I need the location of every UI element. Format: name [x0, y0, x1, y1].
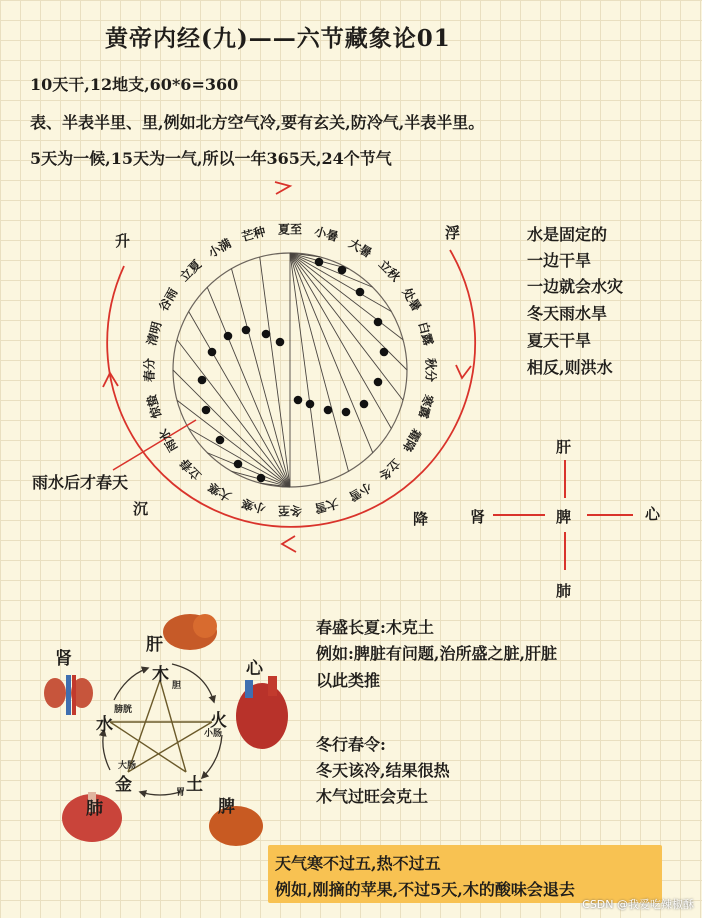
cross-liver: 肝 — [556, 438, 572, 456]
page-title: 黄帝内经(九)——六节藏象论01 — [105, 25, 451, 52]
solar-term-label: 清明 — [144, 320, 165, 348]
note-right-2: 例如:脾脏有问题,治所盛之脏,肝脏 — [316, 644, 558, 663]
solar-term-label: 小满 — [205, 236, 234, 261]
highlight-line-2: 例如,刚摘的苹果,不过5天,木的酸味会退去 — [275, 880, 575, 899]
cross-kidney: 肾 — [470, 508, 486, 526]
solar-term-label: 立秋 — [375, 257, 403, 285]
label-sink: 沉 — [133, 500, 149, 518]
heart-illustration — [236, 683, 288, 749]
fu-gallbladder: 胆 — [172, 681, 182, 691]
element-earth: 土 — [186, 775, 203, 795]
text-line-3: 5天为一候,15天为一气,所以一年365天,24个节气 — [30, 149, 392, 168]
solar-term-label: 冬至 — [277, 503, 303, 518]
water-note-1: 水是固定的 — [527, 225, 608, 244]
solar-term-label: 白露 — [415, 320, 436, 348]
solar-term-label: 大暑 — [346, 236, 375, 261]
solar-term-label: 立夏 — [177, 257, 205, 285]
solar-term-label: 芒种 — [240, 224, 268, 245]
water-note-4: 冬天雨水旱 — [527, 304, 608, 323]
label-rise: 升 — [115, 232, 131, 250]
label-float: 浮 — [445, 224, 461, 242]
note-right-1: 春盛长夏:木克土 — [316, 618, 434, 637]
element-metal: 金 — [115, 775, 132, 795]
solar-term-label: 小雪 — [346, 479, 375, 504]
note-right-6: 木气过旺会克土 — [316, 787, 429, 806]
fu-small-intestine: 小肠 — [204, 729, 223, 739]
label-descend: 降 — [413, 510, 429, 528]
solar-term-label: 秋分 — [423, 357, 438, 383]
solar-term-label: 雨水 — [156, 426, 181, 455]
wuxing-lung: 肺 — [86, 799, 103, 819]
solar-term-label: 小暑 — [312, 224, 340, 245]
cross-spleen: 脾 — [556, 508, 572, 526]
solar-term-label: 立春 — [177, 455, 205, 483]
solar-term-label: 立冬 — [375, 455, 403, 483]
solar-term-label: 春分 — [142, 357, 157, 383]
solar-term-label: 处暑 — [399, 285, 424, 314]
element-fire: 火 — [210, 711, 227, 731]
fu-bladder: 膀胱 — [114, 705, 133, 715]
rain-water-note: 雨水后才春天 — [32, 473, 129, 492]
text-line-1: 10天干,12地支,60*6=360 — [30, 75, 239, 94]
kidney-illustration — [44, 678, 66, 708]
text-line-2: 表、半表半里、里,例如北方空气冷,要有玄关,防冷气,半表半里。 — [30, 113, 485, 132]
solar-term-label: 霜降 — [399, 426, 424, 455]
note-right-4: 冬行春令: — [316, 735, 386, 754]
fu-stomach: 胃 — [176, 788, 186, 798]
fu-large-intestine: 大肠 — [118, 761, 137, 771]
element-wood: 木 — [152, 665, 169, 685]
wuxing-spleen: 脾 — [218, 797, 235, 817]
solar-term-label: 寒露 — [415, 392, 436, 420]
water-note-6: 相反,则洪水 — [527, 358, 613, 377]
wuxing-heart: 心 — [246, 659, 263, 679]
note-right-5: 冬天该冷,结果很热 — [316, 761, 450, 780]
solar-term-label: 谷雨 — [156, 285, 181, 314]
cross-lung: 肺 — [556, 582, 572, 600]
water-note-5: 夏天干旱 — [527, 331, 592, 350]
wuxing-liver: 肝 — [146, 635, 163, 655]
solar-term-label: 夏至 — [277, 222, 303, 237]
highlight-line-1: 天气寒不过五,热不过五 — [275, 854, 441, 873]
credit-watermark: CSDN @我爱吃辣椒酥 — [582, 898, 694, 911]
note-right-3: 以此类推 — [316, 671, 381, 690]
solar-term-label: 大雪 — [312, 495, 340, 516]
element-water: 水 — [96, 715, 113, 735]
water-note-2: 一边干旱 — [527, 251, 592, 270]
solar-term-label: 惊蛰 — [144, 392, 165, 420]
solar-term-label: 小寒 — [240, 495, 268, 516]
water-note-3: 一边就会水灾 — [527, 277, 624, 296]
cross-heart: 心 — [645, 505, 661, 523]
wuxing-kidney: 肾 — [55, 649, 72, 669]
solar-term-label: 大寒 — [205, 479, 234, 504]
